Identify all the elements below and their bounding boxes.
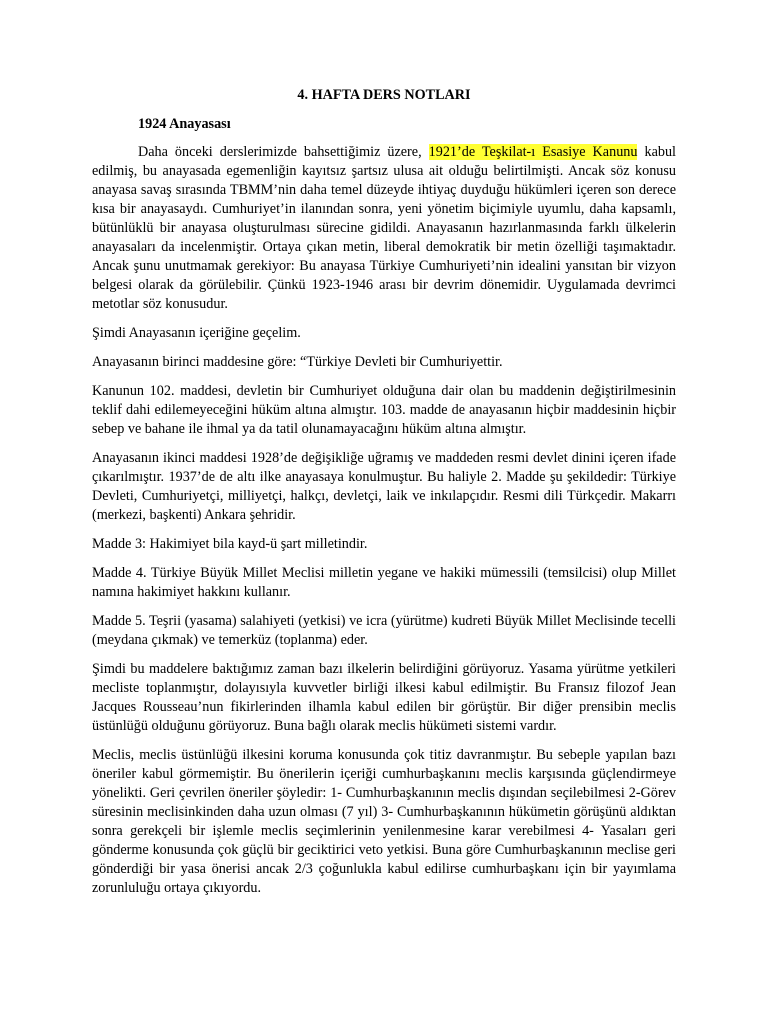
intro-paragraph [92, 143, 676, 314]
intro-text-start: Daha önceki derslerimizde bahsettiğimiz üzere, [138, 144, 429, 160]
paragraph-article-3: Madde 3: Hakimiyet bila kayd-ü şart milletindir. [92, 536, 368, 552]
paragraph-assembly-supremacy: Meclis, meclis üstünlüğü ilkesini koruma konusunda çok titiz davranmıştır. Bu sebeple yapılan bazı öneriler kabul görmemiştir. Bu önerilerin içeriği cumhurbaşkanını meclis karşısında güçlendirmeye yönelikti. Geri çevrilen öneriler şöyledir: 1- Cumhurbaşkanının meclis dışından seçilebilmesi 2-Görev süresinin meclisinkinden daha uzun olması (7 yıl) 3- Cumhurbaşkanının hükümetin görüşünü aldıktan sonra gerekçeli bir işlemle meclis seçimlerinin yenilenmesine karar verebilmesi 4- Yasaları geri gönderme konusunda çok güçlü bir geciktirici veto yetkisi. Buna göre Cumhurbaşkanının meclise geri gönderdiği bir yasa önerisi ancak 2/3 çoğunlukla kabul edilirse cumhurbaşkanı için bir yayımlama zorunluluğu ortaya çıkıyordu. [92, 747, 676, 896]
document-title: 4. HAFTA DERS NOTLARI [297, 87, 471, 103]
highlighted-text: 1921’de Teşkilat-ı Esasiye Kanunu [428, 144, 638, 160]
paragraph-article-5: Madde 5. Teşrii (yasama) salahiyeti (yetkisi) ve icra (yürütme) kudreti Büyük Millet Meclisinde tecelli (meydana çıkmak) ve temerküz (toplanma) eder. [92, 613, 676, 648]
intro-text-rest: kabul edilmiş, bu anayasada egemenliğin kayıtsız şartsız ulusa ait olduğu belirtilmişti. Ancak söz konusu anayasa savaş sırasında TBMM’nin daha temel düzeyde ihtiyaç duyduğu hükümleri içeren son derece kısa bir anayasaydı. Cumhuriyet’in ilanından sonra, yeni yönetim biçimiyle uyumlu, daha kapsamlı, bütünlüklü bir anayasa oluşturulması sürecine gidildi. Anayasanın hazırlanmasında farklı ülkelerin anayasaları da incelenmiştir. Ortaya çıkan metin, liberal demokratik bir metin özelliği taşımaktadır. Ancak şunu unutmamak gerekiyor: Bu anayasa Türkiye Cumhuriyeti’nin idealini yansıtan bir vizyon belgesi olarak da görülebilir. Çünkü 1923-1946 arası bir devrim dönemidir. Uygulamada devrimci metotlar söz konusudur. [92, 144, 676, 312]
document-body [92, 86, 676, 908]
paragraph-transition: Şimdi Anayasanın içeriğine geçelim. [92, 325, 301, 341]
paragraph-article-4: Madde 4. Türkiye Büyük Millet Meclisi milletin yegane ve hakiki mümessili (temsilcisi) olup Millet namına hakimiyet hakkını kullanır. [92, 565, 676, 600]
paragraph-article-1: Anayasanın birinci maddesine göre: “Türkiye Devleti bir Cumhuriyettir. [92, 354, 503, 370]
section-heading: 1924 Anayasası [138, 116, 231, 132]
paragraph-articles-102-103: Kanunun 102. maddesi, devletin bir Cumhuriyet olduğuna dair olan bu maddenin değiştirilmesinin teklif dahi edilemeyeceğini hüküm altına almıştır. 103. madde de anayasanın hiçbir maddesinin hiçbir sebep ve bahane ile ihmal ya da tatil olunamayacağını hüküm altına almıştır. [92, 383, 676, 437]
paragraph-article-2: Anayasanın ikinci maddesi 1928’de değişikliğe uğramış ve maddeden resmi devlet dinini içeren ifade çıkarılmıştır. 1937’de de altı ilke anayasaya konulmuştur. Bu haliyle 2. Madde şu şekildedir: Türkiye Devleti, Cumhuriyetçi, milliyetçi, halkçı, devletçi, laik ve inkılapçıdır. Resmi dili Türkçedir. Makarrı (merkezi, başkenti) Ankara şehridir. [92, 450, 676, 523]
paragraph-principles: Şimdi bu maddelere baktığımız zaman bazı ilkelerin belirdiğini görüyoruz. Yasama yürütme yetkileri mecliste toplanmıştır, dolayısıyla kuvvetler birliği ilkesi kabul edilmiştir. Bu Fransız filozof Jean Jacques Rousseau’nun fikirlerinden ilhamla kabul edilen bir görüştür. Bir diğer prensibin meclis üstünlüğü olduğunu görüyoruz. Buna bağlı olarak meclis hükümeti sistemi vardır. [92, 661, 676, 734]
